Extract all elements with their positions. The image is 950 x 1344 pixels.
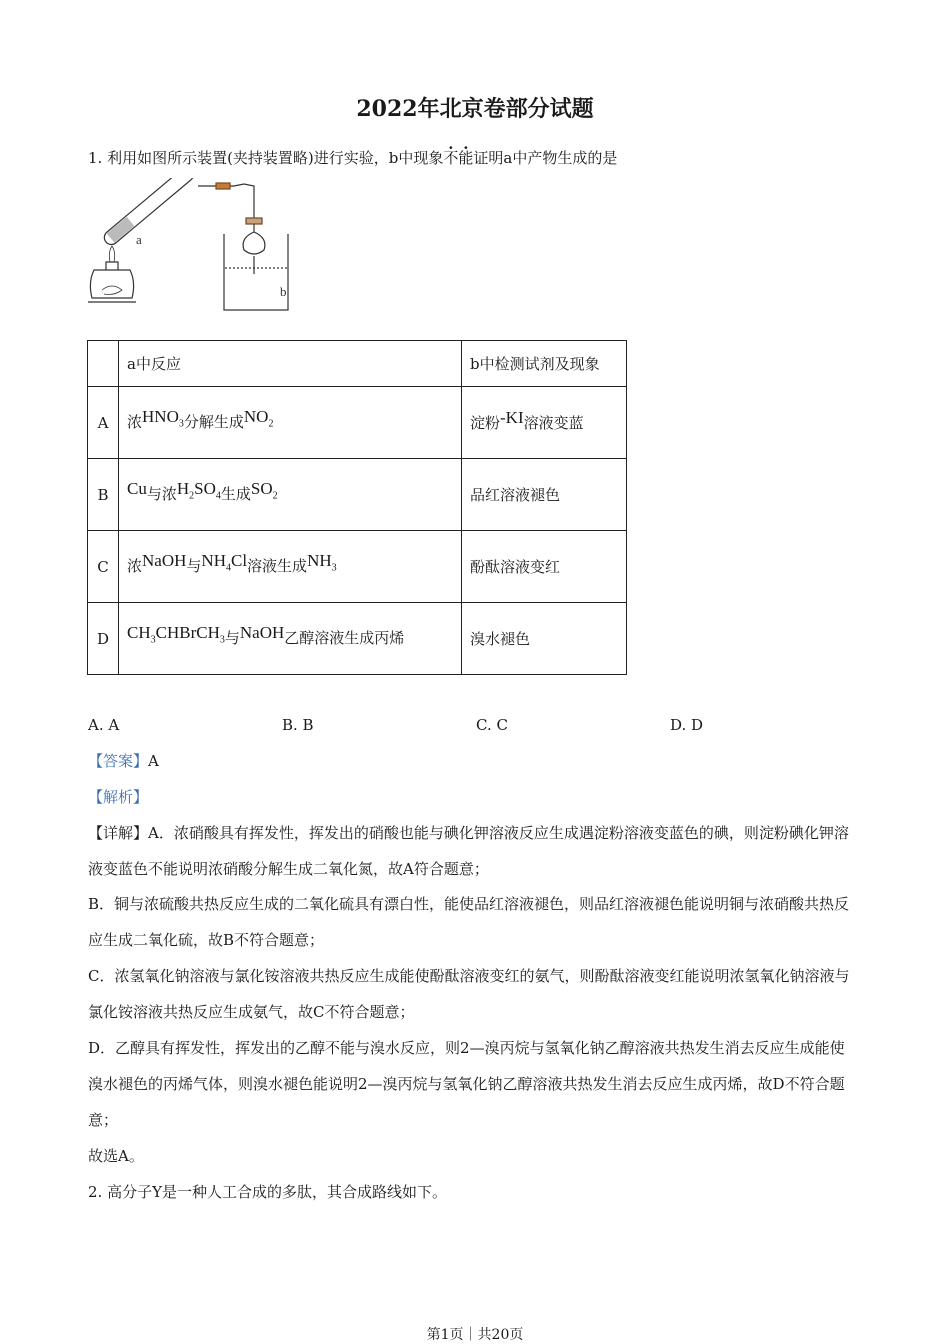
question-2-stem: 2. 高分子Y是一种人工合成的多肽，其合成路线如下。 <box>88 1183 447 1201</box>
row-label: D <box>88 603 119 675</box>
row-label: C <box>88 531 119 603</box>
analysis-tag: 【解析】 <box>88 788 149 806</box>
formula: $CH_3CHBrCH_3$ <box>127 622 225 646</box>
text: 与 <box>186 556 202 575</box>
table-header: a中反应 <box>119 341 462 387</box>
question-1-stem <box>88 147 617 168</box>
choice-a[interactable]: A. A <box>88 716 120 734</box>
text: 分解生成 <box>183 412 244 431</box>
table-row <box>88 603 627 675</box>
detail-a: 【详解】A．浓硝酸具有挥发性，挥发出的硝酸也能与碘化钾溶液反应生成遇淀粉溶液变蓝色的碘，则淀粉碘化钾溶液变蓝色不能说明浓硝酸分解生成二氧化氮，故A符合题意； <box>88 824 849 878</box>
reaction-cell <box>119 603 462 675</box>
answer-tag: 【答案】 <box>88 752 149 770</box>
row-label: B <box>88 459 119 531</box>
table-header: b中检测试剂及现象 <box>462 341 627 387</box>
reagent-cell: 品红溶液褪色 <box>462 459 627 531</box>
detail-c: C．浓氢氧化钠溶液与氯化铵溶液共热反应生成能使酚酞溶液变红的氨气，则酚酞溶液变红能说明浓氢氧化钠溶液与氯化铵溶液共热反应生成氨气，故C不符合题意； <box>88 967 850 1021</box>
answer-choices <box>88 716 908 738</box>
row-label: A <box>88 387 119 459</box>
formula: -KI <box>500 408 524 427</box>
table-header-empty <box>88 341 119 387</box>
options-table <box>87 340 627 675</box>
funnel <box>243 224 265 254</box>
text: 与浓 <box>146 484 177 503</box>
test-tube <box>100 178 205 249</box>
stem-part: 证明a中产物生成的是 <box>473 149 618 167</box>
text: 溶液生成 <box>247 556 308 575</box>
page-title: 2022年北京卷部分试题 <box>356 96 594 122</box>
reagent-cell: 溴水褪色 <box>462 603 627 675</box>
reaction-cell <box>119 459 462 531</box>
reagent-cell: 酚酞溶液变红 <box>462 531 627 603</box>
formula: $H_2SO_4$ <box>176 478 221 502</box>
stem-part: 1. 利用如图所示装置(夹持装置略)进行实验，b中现象 <box>88 149 444 167</box>
emphasis-char: 不 <box>443 149 459 167</box>
text: 浓 <box>127 412 143 431</box>
answer-value: A <box>148 752 159 770</box>
apparatus-figure <box>84 178 304 318</box>
detail-d: D．乙醇具有挥发性，挥发出的乙醇不能与溴水反应，则2—溴丙烷与氢氧化钠乙醇溶液共热发生消去反应生成能使溴水褪色的丙烯气体，则溴水褪色能说明2—溴丙烷与氢氧化钠乙醇溶液共热发生消去反应生成丙烯，故D不符合题意； <box>88 1039 845 1129</box>
text: 浓 <box>127 556 143 575</box>
table-row <box>88 459 627 531</box>
text: 与 <box>224 628 240 647</box>
formula: $SO_2$ <box>250 478 278 502</box>
conclusion: 故选A。 <box>88 1147 144 1165</box>
answer-line <box>88 743 853 779</box>
reagent-cell: 淀粉-KI溶液变蓝 <box>462 387 627 459</box>
text: 乙醇溶液生成丙烯 <box>284 628 405 647</box>
detail-b: B．铜与浓硫酸共热反应生成的二氧化硫具有漂白性，能使品红溶液褪色，则品红溶液褪色能说明铜与浓硝酸共热反应生成二氧化硫，故B不符合题意； <box>88 895 850 949</box>
page-footer: 第1页｜共20页 <box>426 1327 524 1343</box>
formula: NaOH <box>239 622 285 642</box>
choice-b[interactable]: B. B <box>282 716 314 734</box>
formula: NaOH <box>142 550 187 570</box>
formula: $NH_4Cl$ <box>201 550 248 574</box>
table-header-row <box>88 341 627 387</box>
formula: $NH_3$ <box>307 550 337 574</box>
beaker <box>224 234 288 310</box>
text: 生成 <box>220 484 251 503</box>
choice-c[interactable]: C. C <box>476 716 508 734</box>
emphasis-char: 能 <box>458 149 474 167</box>
reaction-cell <box>119 387 462 459</box>
reaction-cell <box>119 531 462 603</box>
formula: $NO_2$ <box>243 406 274 430</box>
alcohol-lamp <box>90 270 133 298</box>
formula: Cu <box>127 478 147 498</box>
formula: $HNO_3$ <box>142 406 184 430</box>
choice-d[interactable]: D. D <box>670 716 704 734</box>
table-row <box>88 387 627 459</box>
label-b: b <box>280 284 287 299</box>
label-a: a <box>136 232 142 247</box>
table-row <box>88 531 627 603</box>
